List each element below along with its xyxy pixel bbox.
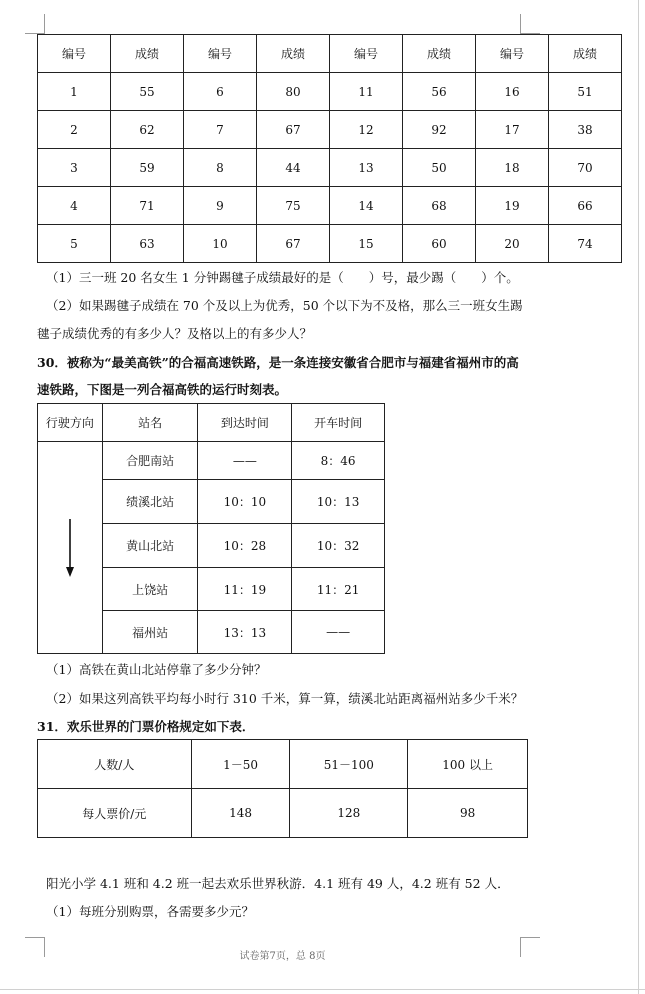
student-score: 67 — [257, 225, 330, 263]
crop-mark-top-right — [520, 14, 540, 34]
student-number: 1 — [38, 73, 111, 111]
student-number: 14 — [330, 187, 403, 225]
score-table-header: 成绩 — [549, 35, 622, 73]
ticket-price-table — [37, 739, 528, 838]
score-table-header: 成绩 — [257, 35, 330, 73]
student-score: 38 — [549, 111, 622, 149]
student-number: 9 — [184, 187, 257, 225]
student-score: 74 — [549, 225, 622, 263]
student-number: 8 — [184, 149, 257, 187]
timetable-header-station: 站名 — [102, 404, 198, 442]
table-row — [38, 187, 622, 225]
student-number: 5 — [38, 225, 111, 263]
student-score: 75 — [257, 187, 330, 225]
student-score: 56 — [403, 73, 476, 111]
down-arrow-icon — [64, 517, 76, 579]
score-table-header: 编号 — [184, 35, 257, 73]
score-table — [37, 34, 622, 263]
student-number: 2 — [38, 111, 111, 149]
student-number: 19 — [476, 187, 549, 225]
student-score: 71 — [111, 187, 184, 225]
table-row — [38, 149, 622, 187]
train-timetable — [37, 403, 385, 654]
price-51-100: 128 — [290, 789, 408, 838]
station-name: 上饶站 — [102, 568, 198, 611]
arrival-time: 11：19 — [198, 568, 292, 611]
q31-sub1: （1）每班分别购票，各需要多少元？ — [46, 904, 254, 919]
student-score: 55 — [111, 73, 184, 111]
table-row — [38, 73, 622, 111]
student-score: 92 — [403, 111, 476, 149]
station-name: 合肥南站 — [102, 442, 198, 480]
direction-cell — [38, 442, 103, 654]
q30-sub2: （2）如果这列高铁平均每小时行 310 千米，算一算，绩溪北站距离福州站多少千米？ — [46, 691, 524, 706]
arrival-time: —— — [198, 442, 292, 480]
student-score: 59 — [111, 149, 184, 187]
departure-time: —— — [292, 611, 385, 654]
student-number: 20 — [476, 225, 549, 263]
student-score: 44 — [257, 149, 330, 187]
student-score: 62 — [111, 111, 184, 149]
student-number: 10 — [184, 225, 257, 263]
page-edge-bottom — [0, 989, 645, 990]
student-number: 11 — [330, 73, 403, 111]
q31-text: 阳光小学 4.1 班和 4.2 班一起去欢乐世界秋游．4.1 班有 49 人，4.2 班有 52 人． — [46, 876, 510, 891]
table-row — [38, 111, 622, 149]
student-number: 17 — [476, 111, 549, 149]
student-score: 67 — [257, 111, 330, 149]
student-score: 68 — [403, 187, 476, 225]
timetable-header-direction: 行驶方向 — [38, 404, 103, 442]
departure-time: 11：21 — [292, 568, 385, 611]
student-number: 13 — [330, 149, 403, 187]
timetable-header-departure: 开车时间 — [292, 404, 385, 442]
table-row — [38, 225, 622, 263]
student-number: 3 — [38, 149, 111, 187]
crop-mark-top-left — [25, 14, 45, 34]
q29-sub1: （1）三一班 20 名女生 1 分钟踢毽子成绩最好的是（ ）号，最少踢（ ）个。 — [46, 270, 519, 285]
score-table-header: 成绩 — [403, 35, 476, 73]
student-number: 15 — [330, 225, 403, 263]
q29-sub2-line2: 毽子成绩优秀的有多少人？及格以上的有多少人？ — [37, 326, 313, 341]
departure-time: 8：46 — [292, 442, 385, 480]
score-table-header: 编号 — [476, 35, 549, 73]
student-number: 4 — [38, 187, 111, 225]
station-name: 绩溪北站 — [102, 480, 198, 524]
arrival-time: 13：13 — [198, 611, 292, 654]
score-table-header: 成绩 — [111, 35, 184, 73]
student-score: 70 — [549, 149, 622, 187]
student-number: 7 — [184, 111, 257, 149]
student-number: 12 — [330, 111, 403, 149]
score-table-header: 编号 — [330, 35, 403, 73]
student-number: 16 — [476, 73, 549, 111]
student-score: 51 — [549, 73, 622, 111]
timetable-header-arrival: 到达时间 — [198, 404, 292, 442]
score-table-header: 编号 — [38, 35, 111, 73]
range-51-100: 51－100 — [290, 740, 408, 789]
arrival-time: 10：28 — [198, 524, 292, 568]
range-1-50: 1－50 — [191, 740, 290, 789]
page-footer: 试卷第7页，总 8页 — [239, 951, 326, 962]
q30-intro-line2: 速铁路，下图是一列合福高铁的运行时刻表。 — [37, 382, 288, 397]
header-price-per-person: 每人票价/元 — [38, 789, 192, 838]
q30-intro-line1: 30．被称为“最美高铁”的合福高速铁路，是一条连接安徽省合肥市与福建省福州市的高 — [37, 355, 519, 370]
price-over-100: 98 — [408, 789, 528, 838]
student-score: 66 — [549, 187, 622, 225]
page-edge-right — [638, 0, 639, 994]
arrival-time: 10：10 — [198, 480, 292, 524]
q31-title: 31．欢乐世界的门票价格规定如下表． — [37, 719, 255, 734]
q29-sub2-line1: （2）如果踢毽子成绩在 70 个及以上为优秀，50 个以下为不及格，那么三一班女生踢 — [46, 298, 523, 313]
student-score: 63 — [111, 225, 184, 263]
station-name: 黄山北站 — [102, 524, 198, 568]
student-number: 18 — [476, 149, 549, 187]
q30-sub1: （1）高铁在黄山北站停靠了多少分钟？ — [46, 662, 267, 677]
range-over-100: 100 以上 — [408, 740, 528, 789]
student-number: 6 — [184, 73, 257, 111]
departure-time: 10：13 — [292, 480, 385, 524]
station-name: 福州站 — [102, 611, 198, 654]
student-score: 60 — [403, 225, 476, 263]
price-1-50: 148 — [191, 789, 290, 838]
student-score: 50 — [403, 149, 476, 187]
header-people-count: 人数/人 — [38, 740, 192, 789]
student-score: 80 — [257, 73, 330, 111]
departure-time: 10：32 — [292, 524, 385, 568]
